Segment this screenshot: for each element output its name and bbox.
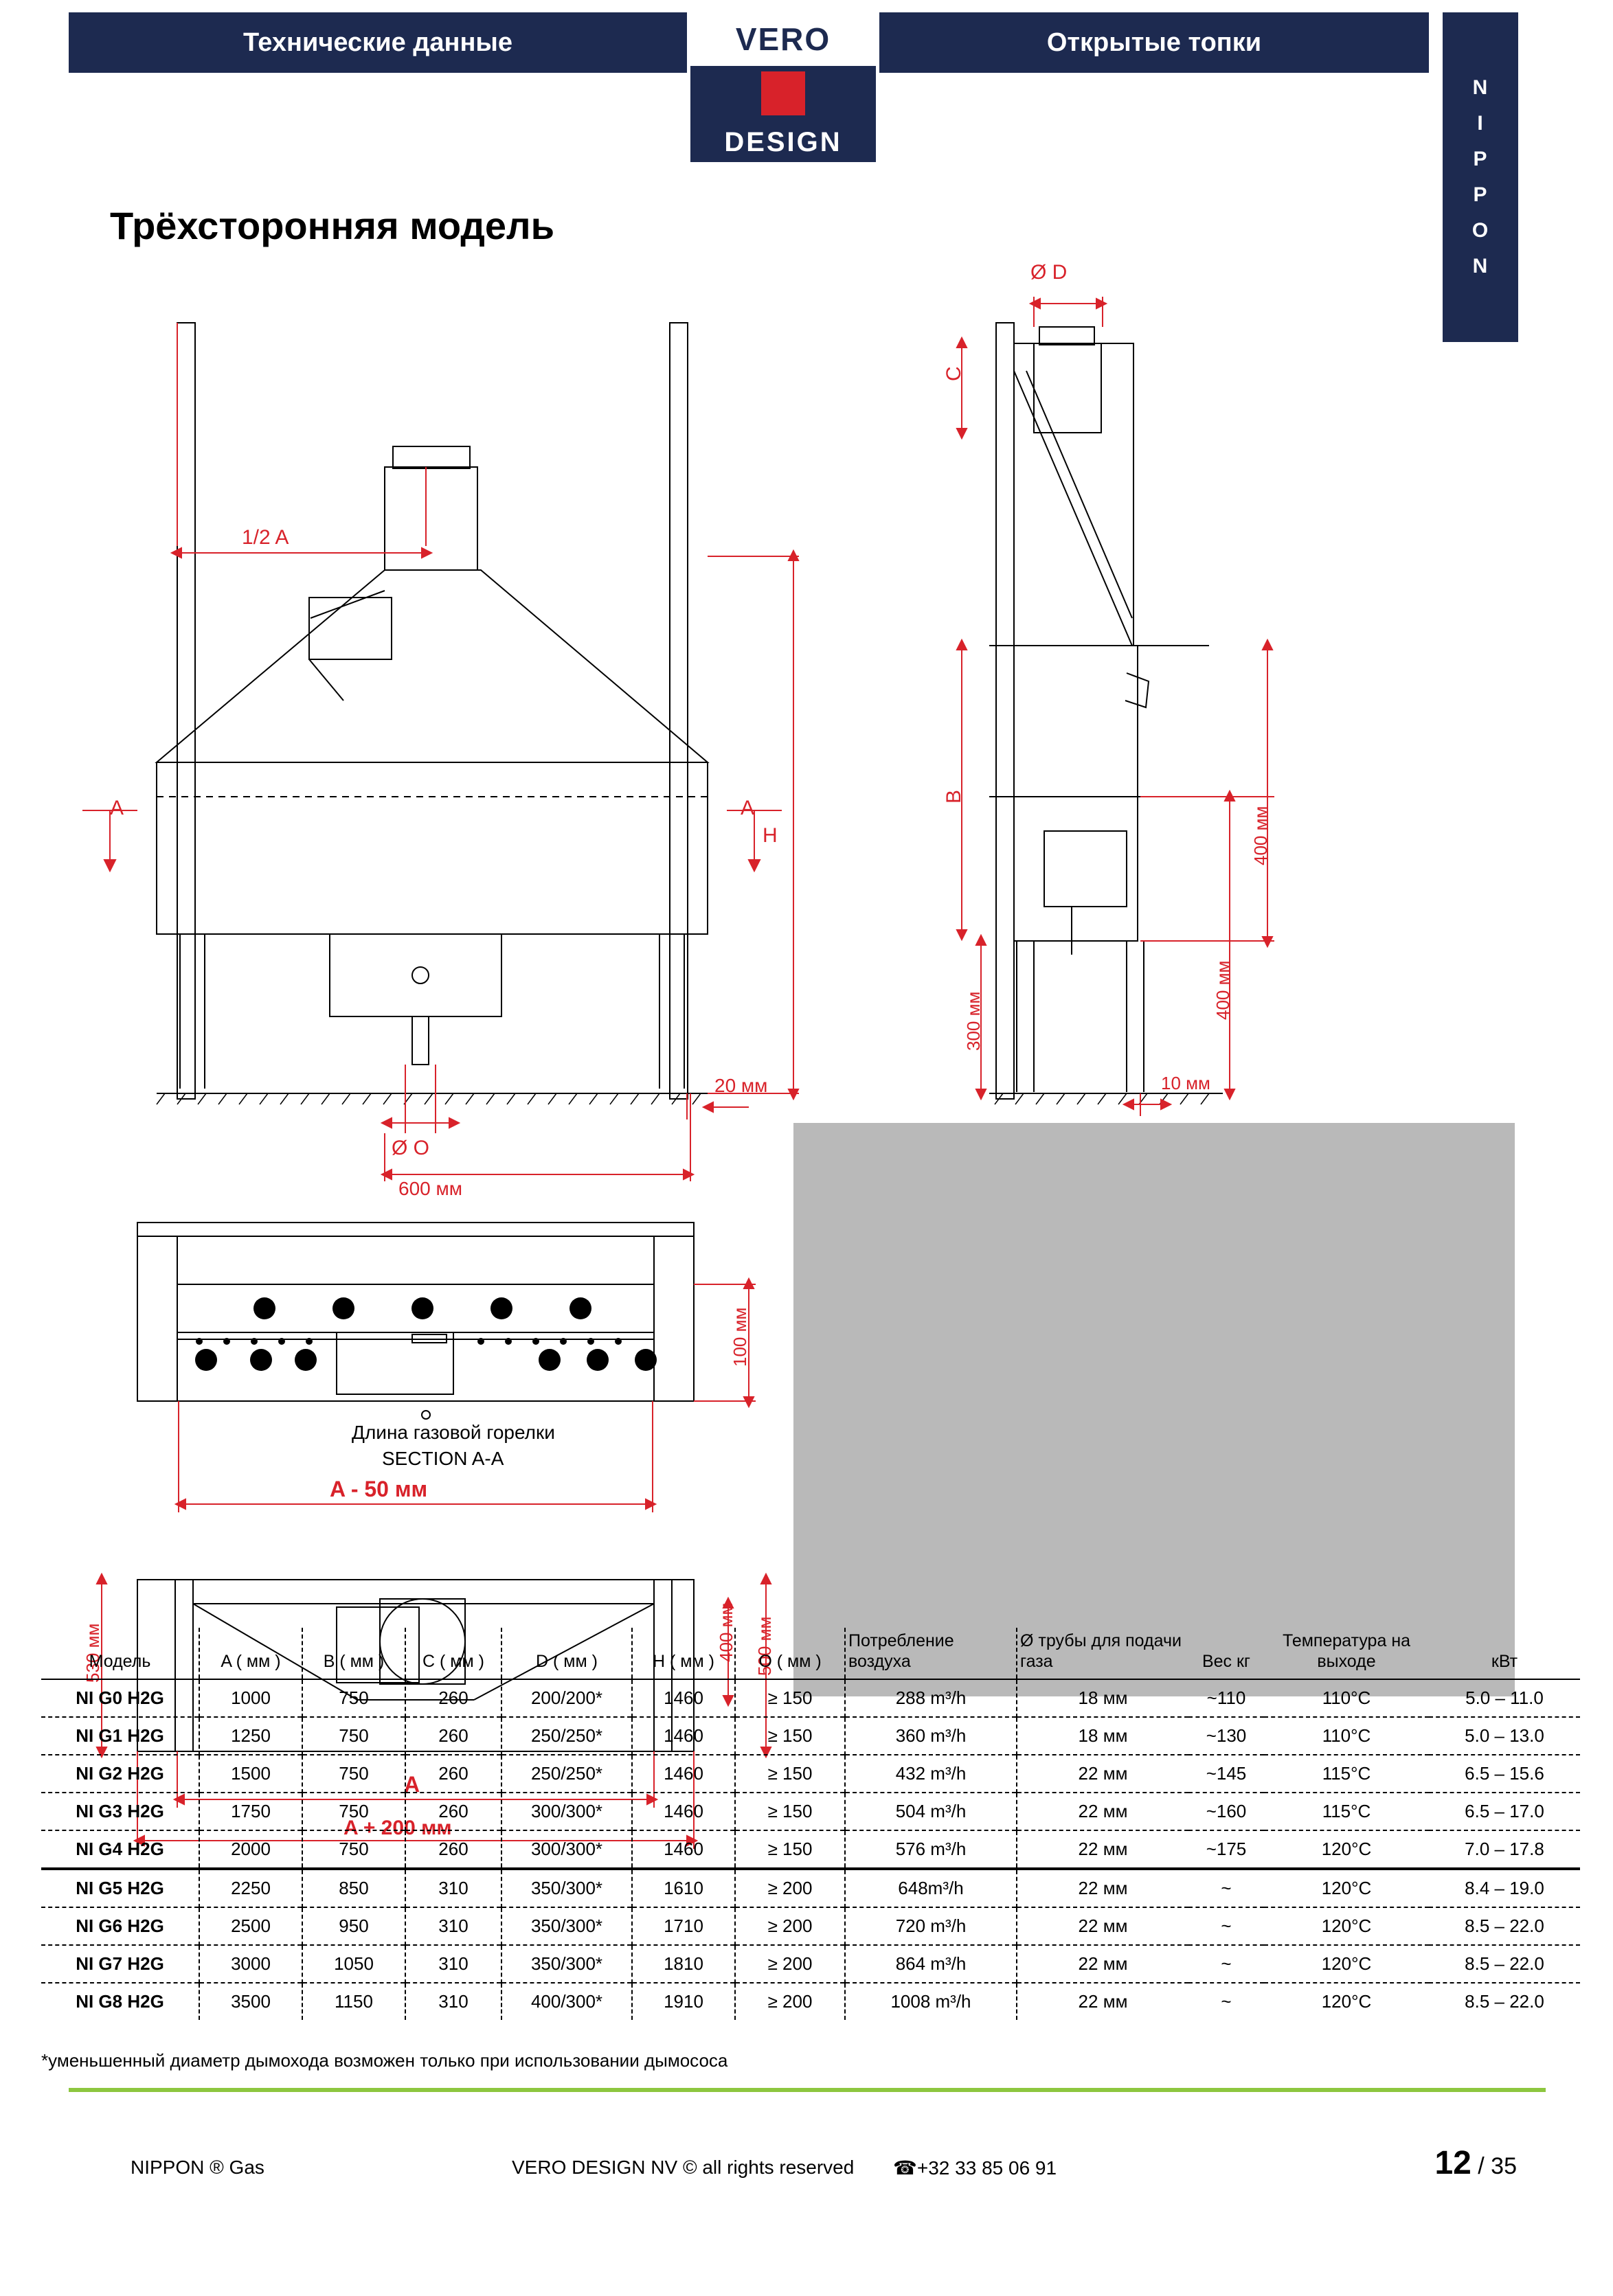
cell-h: 1810: [632, 1945, 735, 1983]
cell-gas-pipe: 22 мм: [1017, 1907, 1188, 1945]
side-tab-letter-o: O: [1471, 219, 1489, 242]
cell-c: 260: [405, 1830, 501, 1869]
cell-air: 504 m³/h: [845, 1793, 1017, 1830]
cell-gas-pipe: 22 мм: [1017, 1755, 1188, 1793]
cell-d: 350/300*: [501, 1945, 632, 1983]
cell-b: 750: [302, 1679, 405, 1717]
logo-top-text: VERO: [690, 12, 876, 66]
cell-kw: 8.5 – 22.0: [1429, 1983, 1580, 2020]
cell-a: 2000: [199, 1830, 302, 1869]
cell-a: 2500: [199, 1907, 302, 1945]
specification-table: [41, 1628, 1580, 2020]
cell-temp: 110°C: [1264, 1717, 1429, 1755]
cell-c: 310: [405, 1945, 501, 1983]
cell-h: 1460: [632, 1679, 735, 1717]
cell-gas-pipe: 22 мм: [1017, 1869, 1188, 1907]
logo-bottom-text: DESIGN: [724, 126, 842, 157]
th-gas-pipe-diameter: Ø трубы для подачи газа: [1017, 1628, 1188, 1679]
cell-b: 950: [302, 1907, 405, 1945]
cell-weight: ~: [1188, 1983, 1264, 2020]
dim-100mm: 100 мм: [730, 1307, 750, 1367]
cell-a: 2250: [199, 1869, 302, 1907]
cell-b: 1150: [302, 1983, 405, 2020]
th-h: H ( мм ): [632, 1628, 735, 1679]
vero-design-logo: [690, 12, 876, 162]
cell-weight: ~: [1188, 1907, 1264, 1945]
cell-a: 1500: [199, 1755, 302, 1793]
dim-a-right: A: [741, 797, 755, 819]
cell-model: NI G3 H2G: [41, 1793, 199, 1830]
section-caption-aa: SECTION A-A: [382, 1448, 504, 1469]
dim-530mm: 530 мм: [82, 1623, 103, 1683]
cell-gas-pipe: 18 мм: [1017, 1717, 1188, 1755]
cell-model: NI G7 H2G: [41, 1945, 199, 1983]
th-a: A ( мм ): [199, 1628, 302, 1679]
table-row: [41, 1907, 1580, 1945]
cell-weight: ~110: [1188, 1679, 1264, 1717]
page-title: Трёхсторонняя модель: [110, 204, 555, 247]
dim-c: C: [943, 366, 965, 381]
table-row: [41, 1830, 1580, 1869]
dim-a-plus-200: A + 200 мм: [343, 1817, 452, 1839]
dim-a-minus-50: A - 50 мм: [330, 1477, 428, 1501]
cell-a: 1000: [199, 1679, 302, 1717]
header-left-title: Технические данные: [69, 12, 687, 73]
cell-d: 250/250*: [501, 1717, 632, 1755]
table-row: [41, 1869, 1580, 1907]
cell-model: NI G5 H2G: [41, 1869, 199, 1907]
logo-red-square-icon: [761, 71, 805, 115]
dim-500mm: 500 мм: [754, 1616, 775, 1676]
cell-d: 300/300*: [501, 1793, 632, 1830]
cell-h: 1460: [632, 1717, 735, 1755]
cell-weight: ~160: [1188, 1793, 1264, 1830]
side-tab-letter-i: I: [1477, 112, 1484, 135]
cell-a: 3500: [199, 1983, 302, 2020]
cell-kw: 8.5 – 22.0: [1429, 1907, 1580, 1945]
th-outlet-temperature: Температура на выходе: [1282, 1631, 1411, 1671]
cell-model: NI G0 H2G: [41, 1679, 199, 1717]
technical-drawings: [0, 261, 1613, 1621]
cell-air: 432 m³/h: [845, 1755, 1017, 1793]
cell-temp: 110°C: [1264, 1679, 1429, 1717]
dim-d-diameter: Ø D: [1030, 261, 1068, 284]
table-row: [41, 1679, 1580, 1717]
cell-gas-pipe: 22 мм: [1017, 1793, 1188, 1830]
page-current: 12: [1434, 2145, 1471, 2181]
cell-b: 750: [302, 1755, 405, 1793]
dim-400-top: 400 мм: [1250, 806, 1271, 865]
cell-kw: 6.5 – 17.0: [1429, 1793, 1580, 1830]
side-tab-letter-n: N: [1472, 76, 1489, 99]
cell-temp: 120°C: [1264, 1907, 1429, 1945]
cell-temp: 115°C: [1264, 1755, 1429, 1793]
cell-d: 300/300*: [501, 1830, 632, 1869]
cell-d: 250/250*: [501, 1755, 632, 1793]
cell-o: ≥ 150: [735, 1793, 845, 1830]
dim-half-a: 1/2 A: [242, 526, 289, 549]
th-b: B ( мм ): [302, 1628, 405, 1679]
table-row: [41, 1945, 1580, 1983]
cell-b: 1050: [302, 1945, 405, 1983]
th-kw: кВт: [1491, 1652, 1518, 1671]
cell-air: 576 m³/h: [845, 1830, 1017, 1869]
cell-c: 260: [405, 1755, 501, 1793]
th-air-consumption: Потребление воздуха: [845, 1628, 1017, 1679]
cell-temp: 115°C: [1264, 1793, 1429, 1830]
footer-page-number: [1434, 2144, 1517, 2182]
cell-kw: 8.4 – 19.0: [1429, 1869, 1580, 1907]
dim-o-diameter: Ø O: [392, 1137, 430, 1159]
page-footer: [0, 2102, 1613, 2225]
table-row: [41, 1717, 1580, 1755]
footer-phone: ☎+32 33 85 06 91: [893, 2157, 1057, 2179]
cell-c: 260: [405, 1717, 501, 1755]
dim-a-left: A: [110, 797, 124, 819]
dim-h: H: [763, 824, 778, 847]
cell-air: 288 m³/h: [845, 1679, 1017, 1717]
dim-600mm: 600 мм: [398, 1178, 462, 1199]
footer-brand: NIPPON ® Gas: [131, 2157, 264, 2178]
cell-weight: ~: [1188, 1869, 1264, 1907]
footer-divider: [69, 2088, 1546, 2092]
table-header-row: [41, 1628, 1580, 1679]
section-caption-burner-length: Длина газовой горелки: [352, 1422, 555, 1443]
footer-copyright: VERO DESIGN NV © all rights reserved: [512, 2157, 855, 2178]
cell-model: NI G8 H2G: [41, 1983, 199, 2020]
cell-o: ≥ 150: [735, 1679, 845, 1717]
dim-300: 300 мм: [963, 991, 984, 1051]
cell-c: 260: [405, 1793, 501, 1830]
side-tab-letter-p2: P: [1473, 183, 1488, 206]
cell-b: 850: [302, 1869, 405, 1907]
cell-a: 1250: [199, 1717, 302, 1755]
cell-air: 360 m³/h: [845, 1717, 1017, 1755]
cell-kw: 8.5 – 22.0: [1429, 1945, 1580, 1983]
dim-400-bottom: 400 мм: [1212, 960, 1233, 1020]
cell-temp: 120°C: [1264, 1983, 1429, 2020]
th-d: D ( мм ): [501, 1628, 632, 1679]
table-row: [41, 1983, 1580, 2020]
page-total: / 35: [1478, 2153, 1517, 2179]
cell-gas-pipe: 22 мм: [1017, 1830, 1188, 1869]
th-o: O ( мм ): [735, 1628, 845, 1679]
dim-b: B: [943, 789, 965, 804]
cell-h: 1710: [632, 1907, 735, 1945]
specification-table-wrapper: [41, 1628, 1580, 2020]
cell-model: NI G2 H2G: [41, 1755, 199, 1793]
table-footnote: *уменьшенный диаметр дымохода возможен только при использовании дымососа: [41, 2050, 728, 2071]
cell-h: 1910: [632, 1983, 735, 2020]
cell-weight: ~175: [1188, 1830, 1264, 1869]
cell-h: 1460: [632, 1793, 735, 1830]
cell-d: 400/300*: [501, 1983, 632, 2020]
table-row: [41, 1755, 1580, 1793]
table-row: [41, 1793, 1580, 1830]
dim-10mm: 10 мм: [1161, 1073, 1210, 1093]
cell-kw: 5.0 – 13.0: [1429, 1717, 1580, 1755]
cell-temp: 120°C: [1264, 1830, 1429, 1869]
cell-weight: ~: [1188, 1945, 1264, 1983]
cell-kw: 7.0 – 17.8: [1429, 1830, 1580, 1869]
cell-model: NI G6 H2G: [41, 1907, 199, 1945]
side-tab-letter-p1: P: [1473, 148, 1488, 170]
cell-c: 310: [405, 1869, 501, 1907]
cell-temp: 120°C: [1264, 1945, 1429, 1983]
dim-a-top: A: [404, 1772, 420, 1797]
cell-air: 648m³/h: [845, 1869, 1017, 1907]
dim-20mm: 20 мм: [714, 1075, 768, 1096]
cell-b: 750: [302, 1830, 405, 1869]
th-model: Модель: [89, 1652, 151, 1671]
table-body: [41, 1679, 1580, 2020]
cell-kw: 6.5 – 15.6: [1429, 1755, 1580, 1793]
th-weight: Вес кг: [1202, 1652, 1251, 1671]
cell-a: 3000: [199, 1945, 302, 1983]
cell-o: ≥ 150: [735, 1755, 845, 1793]
cell-h: 1610: [632, 1869, 735, 1907]
th-c: C ( мм ): [405, 1628, 501, 1679]
cell-kw: 5.0 – 11.0: [1429, 1679, 1580, 1717]
cell-b: 750: [302, 1717, 405, 1755]
side-tab-letter-n2: N: [1472, 255, 1489, 277]
cell-o: ≥ 150: [735, 1830, 845, 1869]
cell-gas-pipe: 22 мм: [1017, 1945, 1188, 1983]
cell-o: ≥ 200: [735, 1983, 845, 2020]
cell-c: 260: [405, 1679, 501, 1717]
cell-b: 750: [302, 1793, 405, 1830]
cell-h: 1460: [632, 1755, 735, 1793]
cell-model: NI G4 H2G: [41, 1830, 199, 1869]
cell-d: 350/300*: [501, 1907, 632, 1945]
cell-o: ≥ 150: [735, 1717, 845, 1755]
cell-a: 1750: [199, 1793, 302, 1830]
cell-gas-pipe: 18 мм: [1017, 1679, 1188, 1717]
cell-o: ≥ 200: [735, 1907, 845, 1945]
cell-o: ≥ 200: [735, 1945, 845, 1983]
cell-weight: ~130: [1188, 1717, 1264, 1755]
cell-c: 310: [405, 1983, 501, 2020]
header-right-title: Открытые топки: [879, 12, 1429, 73]
cell-o: ≥ 200: [735, 1869, 845, 1907]
dim-400mm-top: 400 мм: [716, 1602, 736, 1662]
cell-air: 864 m³/h: [845, 1945, 1017, 1983]
cell-air: 1008 m³/h: [845, 1983, 1017, 2020]
cell-weight: ~145: [1188, 1755, 1264, 1793]
cell-air: 720 m³/h: [845, 1907, 1017, 1945]
cell-d: 200/200*: [501, 1679, 632, 1717]
cell-h: 1460: [632, 1830, 735, 1869]
cell-gas-pipe: 22 мм: [1017, 1983, 1188, 2020]
cell-model: NI G1 H2G: [41, 1717, 199, 1755]
cell-c: 310: [405, 1907, 501, 1945]
cell-d: 350/300*: [501, 1869, 632, 1907]
cell-temp: 120°C: [1264, 1869, 1429, 1907]
